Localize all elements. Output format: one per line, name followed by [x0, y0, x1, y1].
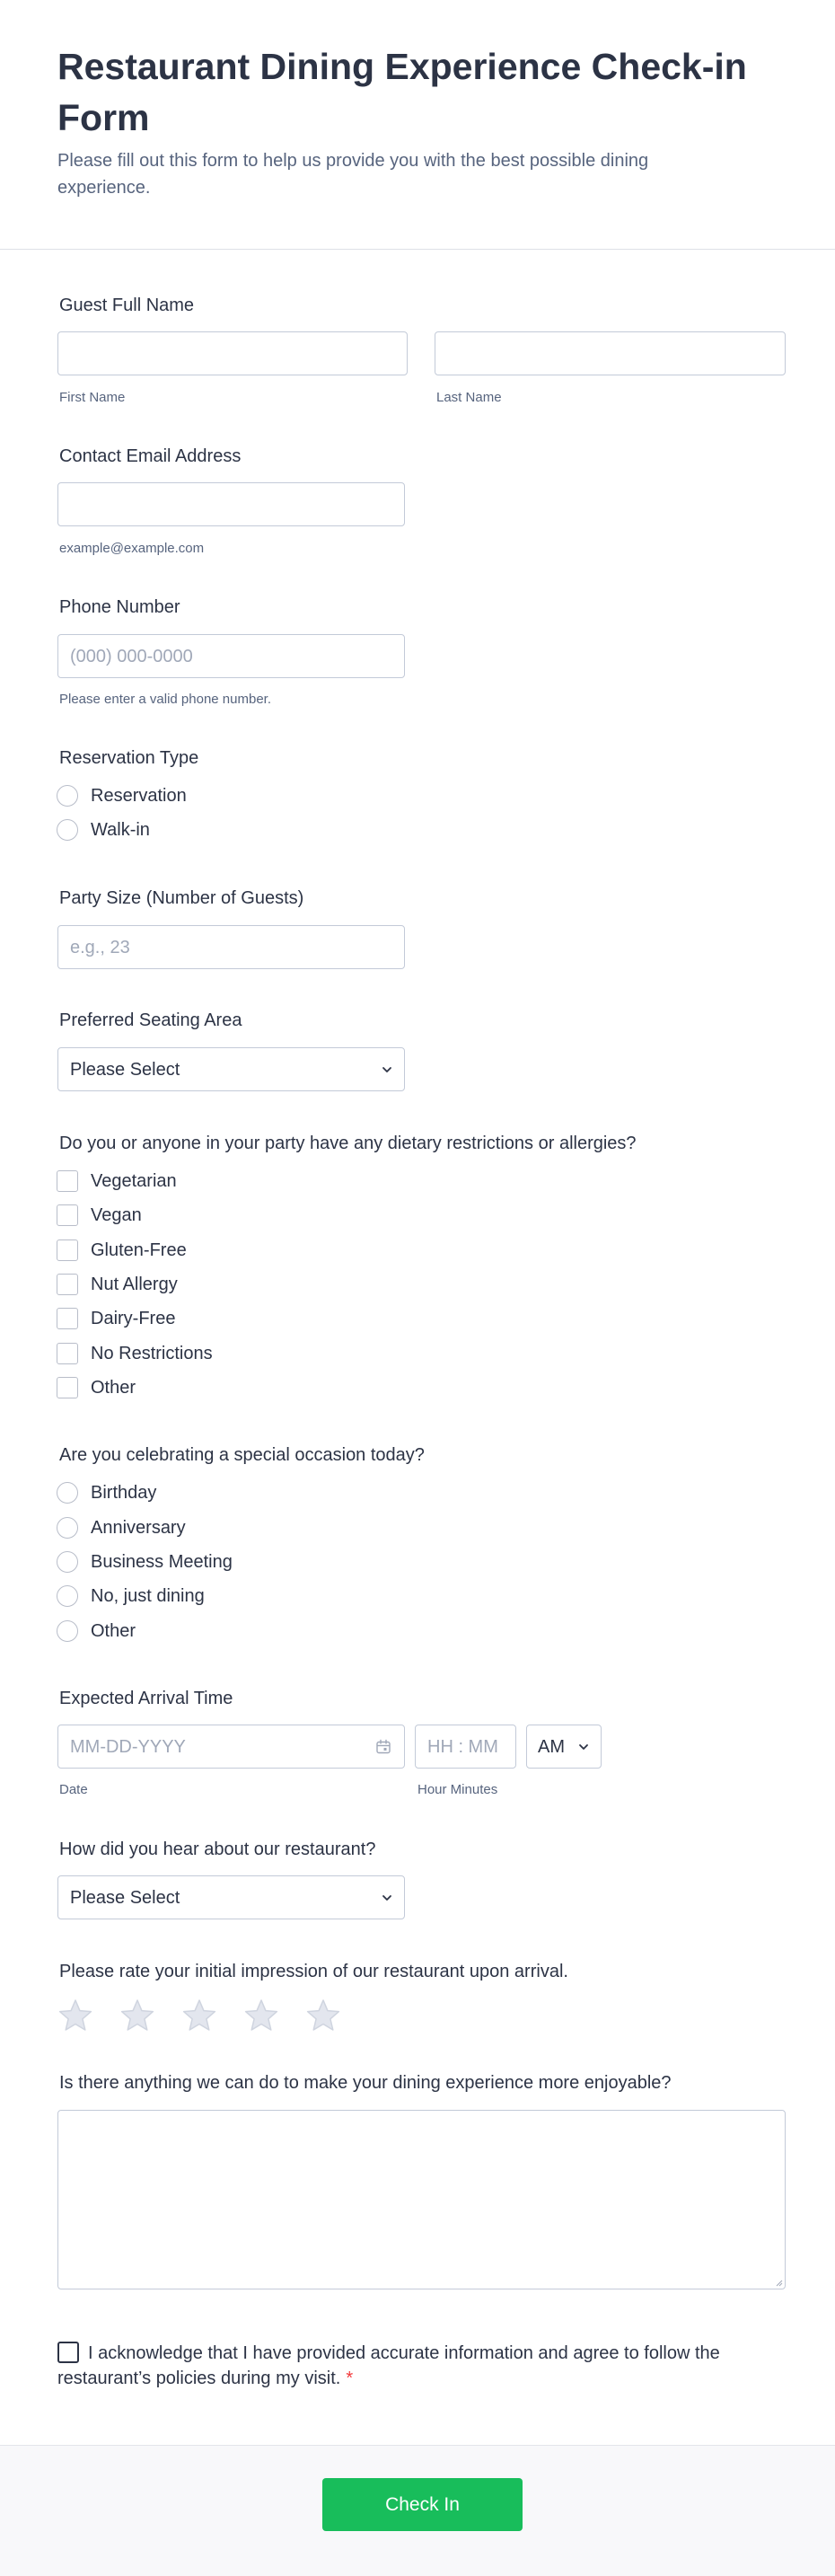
star-icon[interactable] — [243, 1998, 279, 2033]
option-label: Other — [91, 1378, 136, 1398]
calendar-icon[interactable] — [375, 1739, 391, 1755]
acknowledge-row[interactable] — [57, 2341, 740, 2391]
checkbox[interactable] — [57, 1204, 78, 1226]
form-header — [0, 0, 835, 250]
star-icon[interactable] — [119, 1998, 155, 2033]
guest-name-label: Guest Full Name — [59, 296, 195, 315]
checkbox[interactable] — [57, 1343, 78, 1364]
last-name-input[interactable] — [435, 331, 786, 375]
option-label: Birthday — [91, 1483, 157, 1503]
option-label: No, just dining — [91, 1586, 205, 1606]
star-icon[interactable] — [305, 1998, 341, 2033]
radio-button[interactable] — [57, 1517, 78, 1539]
occasion-label: Are you celebrating a special occasion today? — [59, 1445, 425, 1465]
radio-button[interactable] — [57, 819, 78, 841]
seating-area-select[interactable] — [57, 1047, 405, 1091]
radio-button[interactable] — [57, 1482, 78, 1504]
email-input[interactable] — [57, 482, 405, 526]
dietary-label: Do you or anyone in your party have any dietary restrictions or allergies? — [59, 1134, 637, 1153]
reservation-type-label: Reservation Type — [59, 748, 199, 768]
ampm-value: AM — [538, 1737, 565, 1757]
radio-button[interactable] — [57, 785, 78, 807]
checkbox[interactable] — [57, 1239, 78, 1261]
email-label: Contact Email Address — [59, 446, 242, 466]
source-selected-value: Please Select — [70, 1888, 180, 1908]
form-footer — [0, 2445, 835, 2576]
time-sublabel: Hour Minutes — [418, 1782, 498, 1797]
arrival-date-input[interactable] — [57, 1725, 405, 1769]
option-label: Vegetarian — [91, 1171, 177, 1191]
checkbox[interactable] — [57, 1377, 78, 1398]
acknowledge-checkbox[interactable] — [57, 2342, 79, 2363]
source-label: How did you hear about our restaurant? — [59, 1839, 376, 1859]
form-title: Restaurant Dining Experience Check-in Form — [57, 46, 747, 138]
option-label: Vegan — [91, 1205, 142, 1225]
feedback-textarea[interactable] — [57, 2110, 786, 2289]
first-name-input[interactable] — [57, 331, 408, 375]
star-icon[interactable] — [181, 1998, 217, 2033]
party-size-label: Party Size (Number of Guests) — [59, 888, 304, 908]
checkbox[interactable] — [57, 1170, 78, 1192]
phone-sublabel: Please enter a valid phone number. — [59, 692, 271, 707]
ampm-select[interactable] — [526, 1725, 602, 1769]
party-size-placeholder: e.g., 23 — [70, 938, 130, 957]
time-placeholder: HH : MM — [427, 1737, 498, 1757]
checkbox[interactable] — [57, 1308, 78, 1329]
required-mark: * — [346, 2369, 354, 2388]
phone-input[interactable] — [57, 634, 405, 678]
feedback-label: Is there anything we can do to make your dining experience more enjoyable? — [59, 2073, 672, 2093]
option-label: Gluten-Free — [91, 1240, 187, 1260]
email-sublabel: example@example.com — [59, 541, 205, 556]
form-subtitle: Please fill out this form to help us provide you with the best possible dining experience. — [57, 151, 649, 198]
radio-button[interactable] — [57, 1585, 78, 1607]
option-label: Anniversary — [91, 1518, 186, 1538]
phone-placeholder: (000) 000-0000 — [70, 647, 193, 666]
chevron-down-icon — [379, 1890, 395, 1906]
seating-area-label: Preferred Seating Area — [59, 1010, 242, 1030]
chevron-down-icon — [379, 1062, 395, 1078]
party-size-input[interactable] — [57, 925, 405, 969]
option-label: Nut Allergy — [91, 1275, 178, 1294]
date-placeholder: MM-DD-YYYY — [70, 1737, 186, 1757]
rating-label: Please rate your initial impression of our restaurant upon arrival. — [59, 1962, 568, 1981]
acknowledge-text: I acknowledge that I have provided accurate information and agree to follow the restaurant’s policies during my visit. — [57, 2343, 720, 2388]
arrival-time-input[interactable] — [415, 1725, 516, 1769]
option-label: Business Meeting — [91, 1552, 233, 1572]
option-label: No Restrictions — [91, 1344, 213, 1363]
radio-button[interactable] — [57, 1551, 78, 1573]
option-label: Reservation — [91, 786, 187, 806]
chevron-down-icon — [576, 1739, 592, 1755]
resize-handle-icon[interactable] — [774, 2278, 783, 2287]
seating-selected-value: Please Select — [70, 1060, 180, 1080]
option-label: Dairy-Free — [91, 1309, 176, 1328]
option-label: Walk-in — [91, 820, 150, 840]
radio-button[interactable] — [57, 1620, 78, 1642]
check-in-button[interactable]: Check In — [322, 2478, 523, 2531]
first-name-sublabel: First Name — [59, 390, 126, 405]
last-name-sublabel: Last Name — [436, 390, 502, 405]
source-select[interactable] — [57, 1875, 405, 1919]
arrival-time-label: Expected Arrival Time — [59, 1689, 233, 1708]
option-label: Other — [91, 1621, 136, 1641]
checkbox[interactable] — [57, 1274, 78, 1295]
date-sublabel: Date — [59, 1782, 88, 1797]
star-icon[interactable] — [57, 1998, 93, 2033]
phone-label: Phone Number — [59, 597, 180, 617]
